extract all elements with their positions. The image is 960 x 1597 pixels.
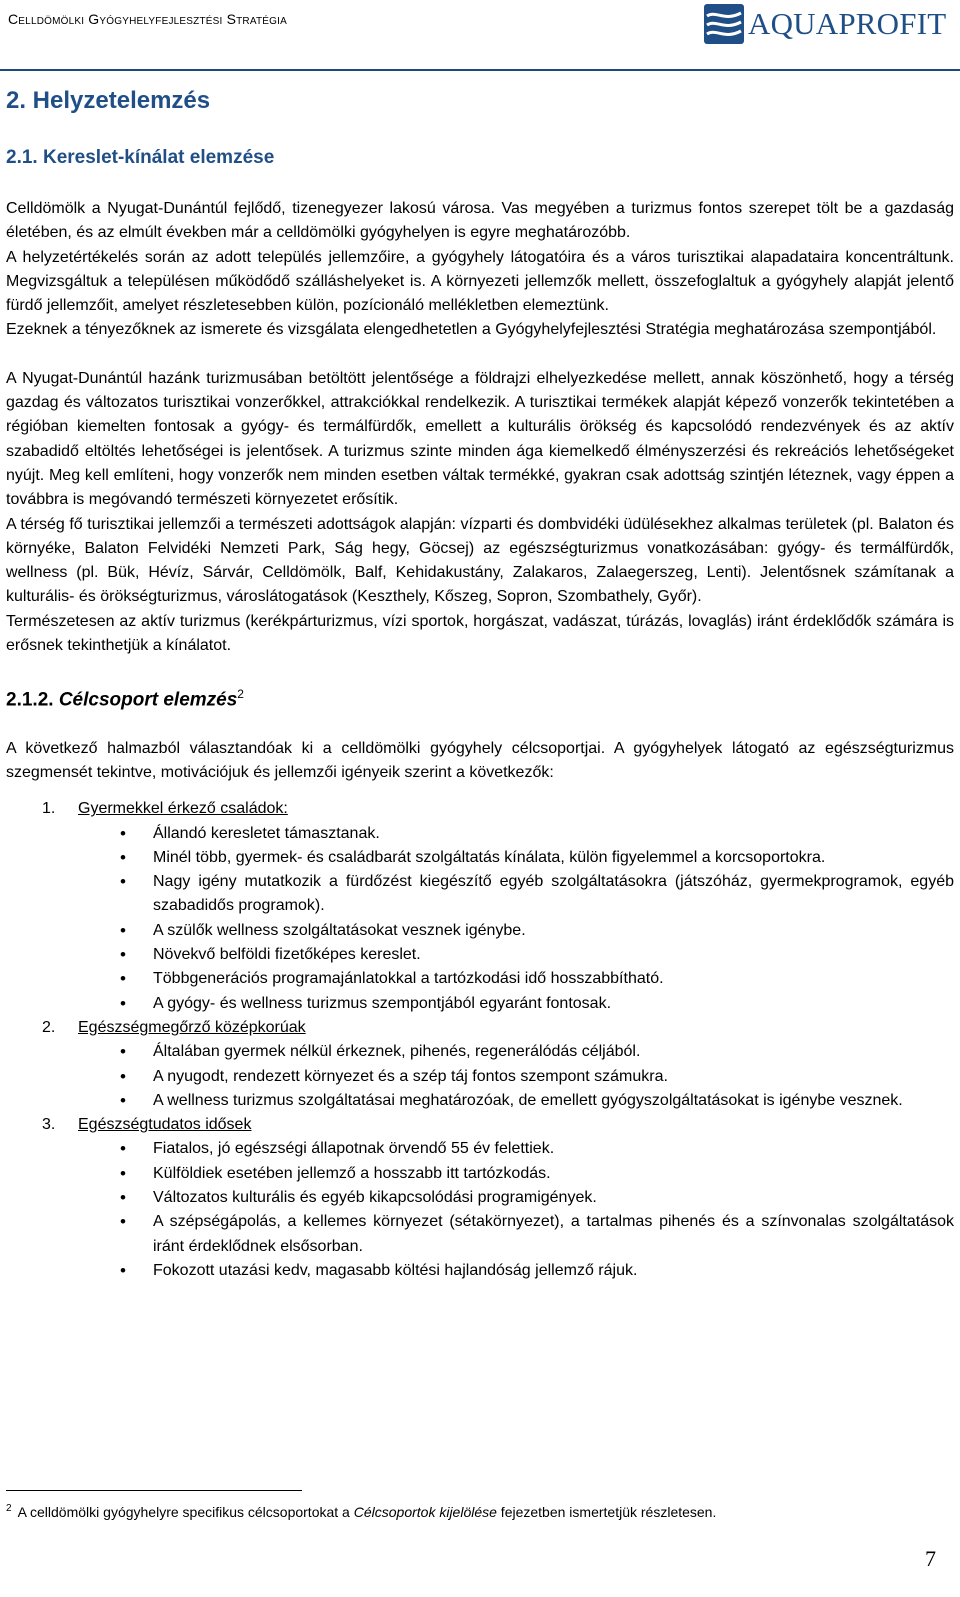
list-item <box>6 1016 954 1113</box>
document-title: Celldömölki Gyógyhelyfejlesztési Stratégia <box>8 11 287 27</box>
bullet-item: • Növekvő belföldi fizetőképes kereslet. <box>78 943 954 967</box>
footnote-ref: 2 <box>237 687 244 702</box>
bullet-list <box>78 822 954 1016</box>
footnote-italic: Célcsoportok kijelölése <box>353 1504 497 1520</box>
bullet-item: • A szülők wellness szolgáltatásokat vesznek igénybe. <box>78 919 954 943</box>
list-number: 1. <box>42 800 56 818</box>
bullet-item: • Külföldiek esetében jellemző a hosszabb itt tartózkodás. <box>78 1162 954 1186</box>
heading-title: Célcsoport elemzés <box>58 689 238 711</box>
bullet-item: • Nagy igény mutatkozik a fürdőzést kiegészítő egyéb szolgáltatásokra (játszóház, gyermekprogramok, egyéb szabadidős programok). <box>78 870 954 919</box>
bullet-item: • Fokozott utazási kedv, magasabb költési hajlandóság jellemző rájuk. <box>78 1259 954 1283</box>
aquaprofit-logo <box>704 4 946 44</box>
paragraph: Természetesen az aktív turizmus (kerékpárturizmus, vízi sportok, horgászat, vadászat, túrázás, lovaglás) iránt érdeklődők számára is erősnek tekinthetjük a kínálatot. <box>6 612 954 655</box>
bullet-item: • A gyógy- és wellness turizmus szempontjából egyaránt fontosak. <box>78 992 954 1016</box>
footnote-divider <box>6 1490 302 1491</box>
region-block <box>6 367 954 659</box>
footnote-mark: 2 <box>6 1503 12 1515</box>
list-number: 3. <box>42 1116 56 1134</box>
target-group-list <box>6 797 954 1283</box>
section-title: 2. Helyzetelemzés <box>6 87 211 114</box>
logo-text: AQUAPROFIT <box>748 6 947 41</box>
bullet-item: • Változatos kulturális és egyéb kikapcsolódási programigények. <box>78 1186 954 1210</box>
paragraph: A Nyugat-Dunántúl hazánk turizmusában betöltött jelentősége a földrajzi elhelyezkedése mellett, annak köszönhető, hogy a térség gazdag és változatos turisztikai vonzerőkkel, attrakciókkal rendelkezik. A turisztikai termékek alapját képező vonzerők tekintetében a régióban kiemelten fontosak a gyógy- és termálfürdők, emellett a kulturális örökség és kapcsolódó rendezvények és az aktív szabadidő eltöltés lehetőségei is jelentősek. A turizmus szinte minden ága kiemelkedő élményszerzési és rekreációs lehetőségeket nyújt. Meg kell említeni, hogy vonzerők nem minden esetben váltak termékké, gyakran csak adottság szintjén léteznek, vagy éppen a továbbra is megóvandó természeti környezetet erősítik. <box>6 369 954 509</box>
bullet-list <box>78 1137 954 1283</box>
bullet-item: • A wellness turizmus szolgáltatásai meghatározóak, de emellett gyógyszolgáltatásokat is igénybe vesznek. <box>78 1089 954 1113</box>
bullet-item: • Fiatalos, jó egészségi állapotnak örvendő 55 év felettiek. <box>78 1137 954 1161</box>
list-item <box>6 797 954 1016</box>
paragraph: A térség fő turisztikai jellemzői a természeti adottságok alapján: vízparti és dombvidéki üdülésekhez alkalmas területek (pl. Balaton és környéke, Balaton Felvidéki Nemzeti Park, Ság hegy, Göcsej) az egészségturizmus vonatkozásában: gyógy- és termálfürdők, wellness (pl. Bük, Hévíz, Sárvár, Celldömölk, Balf, Kehidakustány, Zalakaros, Zalaegerszeg, Lenti). Jelentősnek számítanak a kulturális- és örökségturizmus, városlátogatások (Keszthely, Kőszeg, Sopron, Szombathely, Győr). <box>6 515 954 606</box>
wave-logo-icon <box>704 4 744 44</box>
group-label: Egészségmegőrző középkorúak <box>78 1018 306 1036</box>
paragraph: Celldömölk a Nyugat-Dunántúl fejlődő, tizenegyezer lakosú városa. Vas megyében a turizmus fontos szerepet tölt be a gazdaság életében, és az elmúlt években már a celldömölki gyógyhelyen is egyre meghatározóbb. <box>6 200 954 242</box>
group-label: Gyermekkel érkező családok: <box>78 800 288 818</box>
bullet-item: • Állandó keresletet támasztanak. <box>78 822 954 846</box>
bullet-item: • Minél több, gyermek- és családbarát szolgáltatás kínálata, külön figyelemmel a korcsoportokra. <box>78 846 954 870</box>
paragraph: Ezeknek a tényezőknek az ismerete és vizsgálata elengedhetetlen a Gyógyhelyfejlesztési Stratégia meghatározása szempontjából. <box>6 321 937 339</box>
page-number: 7 <box>925 1546 936 1571</box>
bullet-item: • A szépségápolás, a kellemes környezet (sétakörnyezet), a tartalmas pihenés és a színvonalas szolgáltatások iránt érdeklődnek elsősorban. <box>78 1210 954 1259</box>
bullet-item: • A nyugodt, rendezett környezet és a szép táj fontos szempont számukra. <box>78 1065 954 1089</box>
list-number: 2. <box>42 1018 56 1036</box>
header-divider <box>0 69 960 71</box>
target-group-intro: A következő halmazból választandóak ki a celldömölki gyógyhely célcsoportjai. A gyógyhelyek látogató az egészségturizmus szegmensét tekintve, motivációjuk és jellemzői igényeik szerint a következők: <box>6 739 954 781</box>
bullet-item: • Többgenerációs programajánlatokkal a tartózkodási idő hosszabbítható. <box>78 967 954 991</box>
bullet-item: • Általában gyermek nélkül érkeznek, pihenés, regenerálódás céljából. <box>78 1040 954 1064</box>
list-item <box>6 1113 954 1283</box>
paragraph: A helyzetértékelés során az adott település jellemzőire, a gyógyhely látogatóira és a város turisztikai alapadataira koncentráltunk. Megvizsgáltuk a településen működődő szálláshelyeket is. A környezeti jellemzők mellett, összefoglaltuk a gyógyhely alapját jelentő fürdő jellemzőit, amelyet részletesebben külön, pozícionáló mellékletben elemeztünk. <box>6 248 954 315</box>
group-label: Egészségtudatos idősek <box>78 1116 252 1134</box>
subsection-title: 2.1. Kereslet-kínálat elemzése <box>6 147 275 168</box>
intro-block <box>6 197 954 343</box>
page-content <box>6 86 954 1283</box>
page-header <box>0 0 960 72</box>
footnote: $^2$ A celldömölki gyógyhelyre specifikus célcsoportokat a Célcsoportok kijelölése fejezetben ismertetjük részletesen. <box>6 1503 717 1520</box>
bullet-list <box>78 1040 954 1113</box>
target-group-heading: 2.1.2. Célcsoport elemzés$^2$ <box>6 687 244 711</box>
